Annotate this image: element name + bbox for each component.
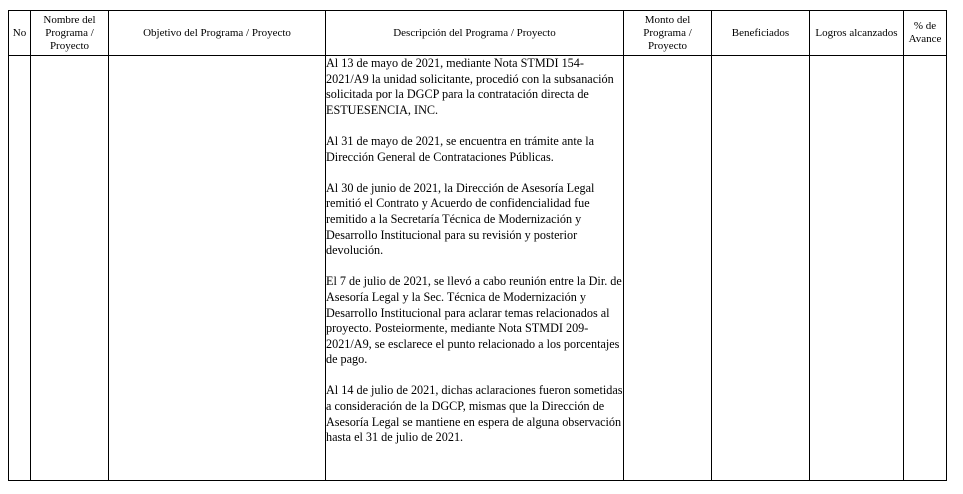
cell-beneficiados [712, 56, 810, 481]
table-row [9, 56, 947, 481]
cell-avance [904, 56, 947, 481]
cell-objetivo [109, 56, 326, 481]
header-no: No [9, 11, 31, 56]
header-beneficiados: Beneficiados [712, 11, 810, 56]
header-nombre-programa: Nombre del Programa / Proyecto [31, 11, 109, 56]
descripcion-paragraph: El 7 de julio de 2021, se llevó a cabo reunión entre la Dir. de Asesoría Legal y la Sec. Técnica de Modernización y Desarrollo Institucional para aclarar temas relacionados al proyecto. Posteiormente, mediante Nota STMDI 209-2021/A9, se esclarece el punto relacionado a los porcentajes de pago. [326, 274, 622, 367]
descripcion-paragraph: Al 14 de julio de 2021, dichas aclaraciones fueron sometidas a consideración de la DGCP, mismas que la Dirección de Asesoría Legal se mantiene en espera de alguna observación hasta el 31 de julio de 2021. [326, 383, 623, 445]
descripcion-paragraph: Al 30 de junio de 2021, la Dirección de Asesoría Legal remitió el Contrato y Acuerdo de confidencialidad fue remitido a la Secretaría Técnica de Modernización y Desarrollo Institucional para su revisión y posterior devolución. [326, 180, 595, 258]
header-porcentaje-avance: % de Avance [904, 11, 947, 56]
cell-nombre [31, 56, 109, 481]
program-report-table [8, 10, 947, 481]
cell-no [9, 56, 31, 481]
header-logros-alcanzados: Logros alcanzados [810, 11, 904, 56]
descripcion-paragraph: Al 31 de mayo de 2021, se encuentra en trámite ante la Dirección General de Contrataciones Públicas. [326, 133, 595, 164]
cell-descripcion [326, 56, 624, 481]
descripcion-paragraph: Al 13 de mayo de 2021, mediante Nota STMDI 154-2021/A9 la unidad solicitante, procedió con la subsanación solicitada por la DGCP para la contratación directa de ESTUESENCIA, INC. [326, 56, 614, 117]
header-monto-programa: Monto del Programa / Proyecto [624, 11, 712, 56]
header-row [9, 11, 947, 56]
cell-monto [624, 56, 712, 481]
header-descripcion-programa: Descripción del Programa / Proyecto [326, 11, 624, 56]
header-objetivo-programa: Objetivo del Programa / Proyecto [109, 11, 326, 56]
cell-logros [810, 56, 904, 481]
